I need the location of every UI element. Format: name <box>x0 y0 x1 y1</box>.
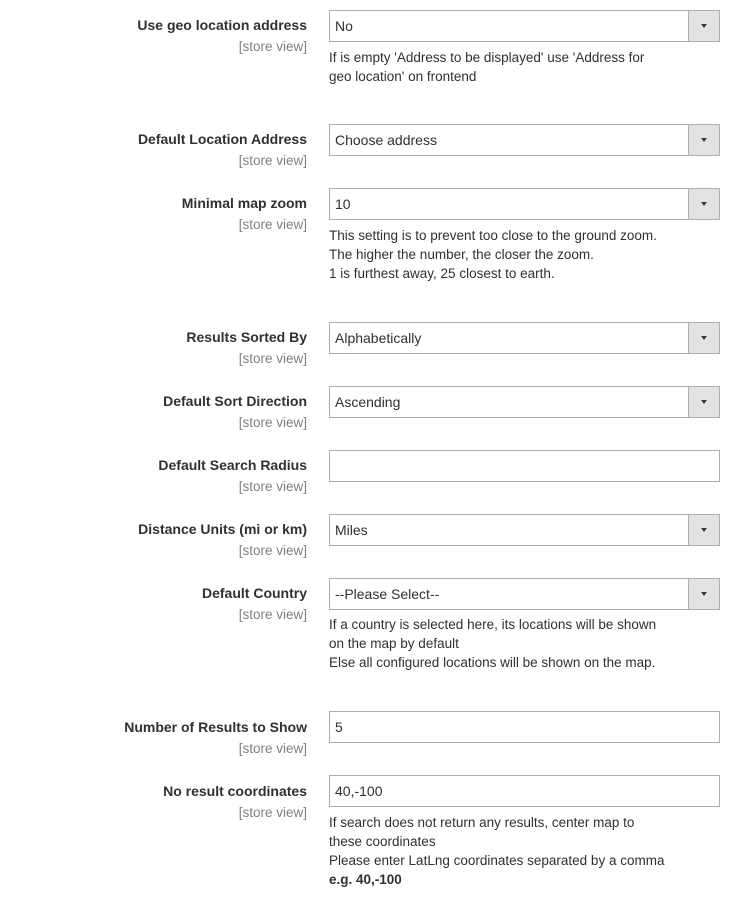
field-label: Minimal map zoom <box>181 195 307 211</box>
minimal-map-zoom-select[interactable] <box>329 188 720 220</box>
select-value: Choose address <box>335 132 437 148</box>
field-label: Results Sorted By <box>186 329 307 345</box>
field-label: No result coordinates <box>163 783 307 799</box>
scope-label: [store view] <box>238 805 307 820</box>
field-note <box>329 615 724 672</box>
select-value: Alphabetically <box>335 330 422 346</box>
scope-label: [store view] <box>238 217 307 232</box>
note-line: If search does not return any results, center map to <box>329 815 635 830</box>
default-sort-direction-select[interactable] <box>329 386 720 418</box>
chevron-down-icon <box>701 400 707 404</box>
field-label: Distance Units (mi or km) <box>138 521 307 537</box>
note-line: The higher the number, the closer the zoom. <box>329 247 594 262</box>
select-value: Ascending <box>335 394 401 410</box>
note-line: If a country is selected here, its locations will be shown <box>329 617 657 632</box>
field-note <box>329 226 724 283</box>
field-label: Number of Results to Show <box>124 719 307 735</box>
note-line: This setting is to prevent too close to the ground zoom. <box>329 228 657 243</box>
chevron-down-icon <box>701 138 707 142</box>
chevron-down-icon <box>701 336 707 340</box>
scope-label: [store view] <box>238 543 307 558</box>
default-country-select[interactable] <box>329 578 720 610</box>
chevron-down-icon <box>701 24 707 28</box>
chevron-down-icon <box>701 592 707 596</box>
dropdown-toggle[interactable] <box>688 387 719 417</box>
field-label: Use geo location address <box>137 17 307 33</box>
note-line: on the map by default <box>329 636 459 651</box>
chevron-down-icon <box>701 528 707 532</box>
dropdown-toggle[interactable] <box>688 125 719 155</box>
dropdown-toggle[interactable] <box>688 189 719 219</box>
field-label: Default Sort Direction <box>163 393 307 409</box>
note-line: Please enter LatLng coordinates separated by a comma <box>329 853 665 868</box>
default-location-address-select[interactable] <box>329 124 720 156</box>
chevron-down-icon <box>701 202 707 206</box>
note-line: geo location' on frontend <box>329 69 477 84</box>
scope-label: [store view] <box>238 741 307 756</box>
scope-label: [store view] <box>238 153 307 168</box>
field-note <box>329 813 724 889</box>
no-result-coordinates-input[interactable] <box>329 775 720 807</box>
dropdown-toggle[interactable] <box>688 579 719 609</box>
scope-label: [store view] <box>238 39 307 54</box>
distance-units-select[interactable] <box>329 514 720 546</box>
select-value: No <box>335 18 353 34</box>
dropdown-toggle[interactable] <box>688 515 719 545</box>
input-value: 40,-100 <box>335 783 383 799</box>
results-sorted-by-select[interactable] <box>329 322 720 354</box>
scope-label: [store view] <box>238 479 307 494</box>
select-value: --Please Select-- <box>335 586 440 602</box>
default-search-radius-input[interactable] <box>329 450 720 482</box>
use-geo-location-select[interactable] <box>329 10 720 42</box>
scope-label: [store view] <box>238 607 307 622</box>
example-text: e.g. 40,-100 <box>329 872 402 887</box>
scope-label: [store view] <box>238 415 307 430</box>
note-line: these coordinates <box>329 834 436 849</box>
dropdown-toggle[interactable] <box>688 323 719 353</box>
field-note <box>329 48 724 86</box>
note-line: If is empty 'Address to be displayed' use 'Address for <box>329 50 645 65</box>
scope-label: [store view] <box>238 351 307 366</box>
note-line: 1 is furthest away, 25 closest to earth. <box>329 266 555 281</box>
input-value: 5 <box>335 719 343 735</box>
select-value: Miles <box>335 522 368 538</box>
select-value: 10 <box>335 196 351 212</box>
field-label: Default Search Radius <box>158 457 307 473</box>
note-line: Else all configured locations will be shown on the map. <box>329 655 656 670</box>
field-label: Default Country <box>202 585 307 601</box>
field-label: Default Location Address <box>137 131 307 147</box>
number-of-results-input[interactable] <box>329 711 720 743</box>
dropdown-toggle[interactable] <box>688 11 719 41</box>
